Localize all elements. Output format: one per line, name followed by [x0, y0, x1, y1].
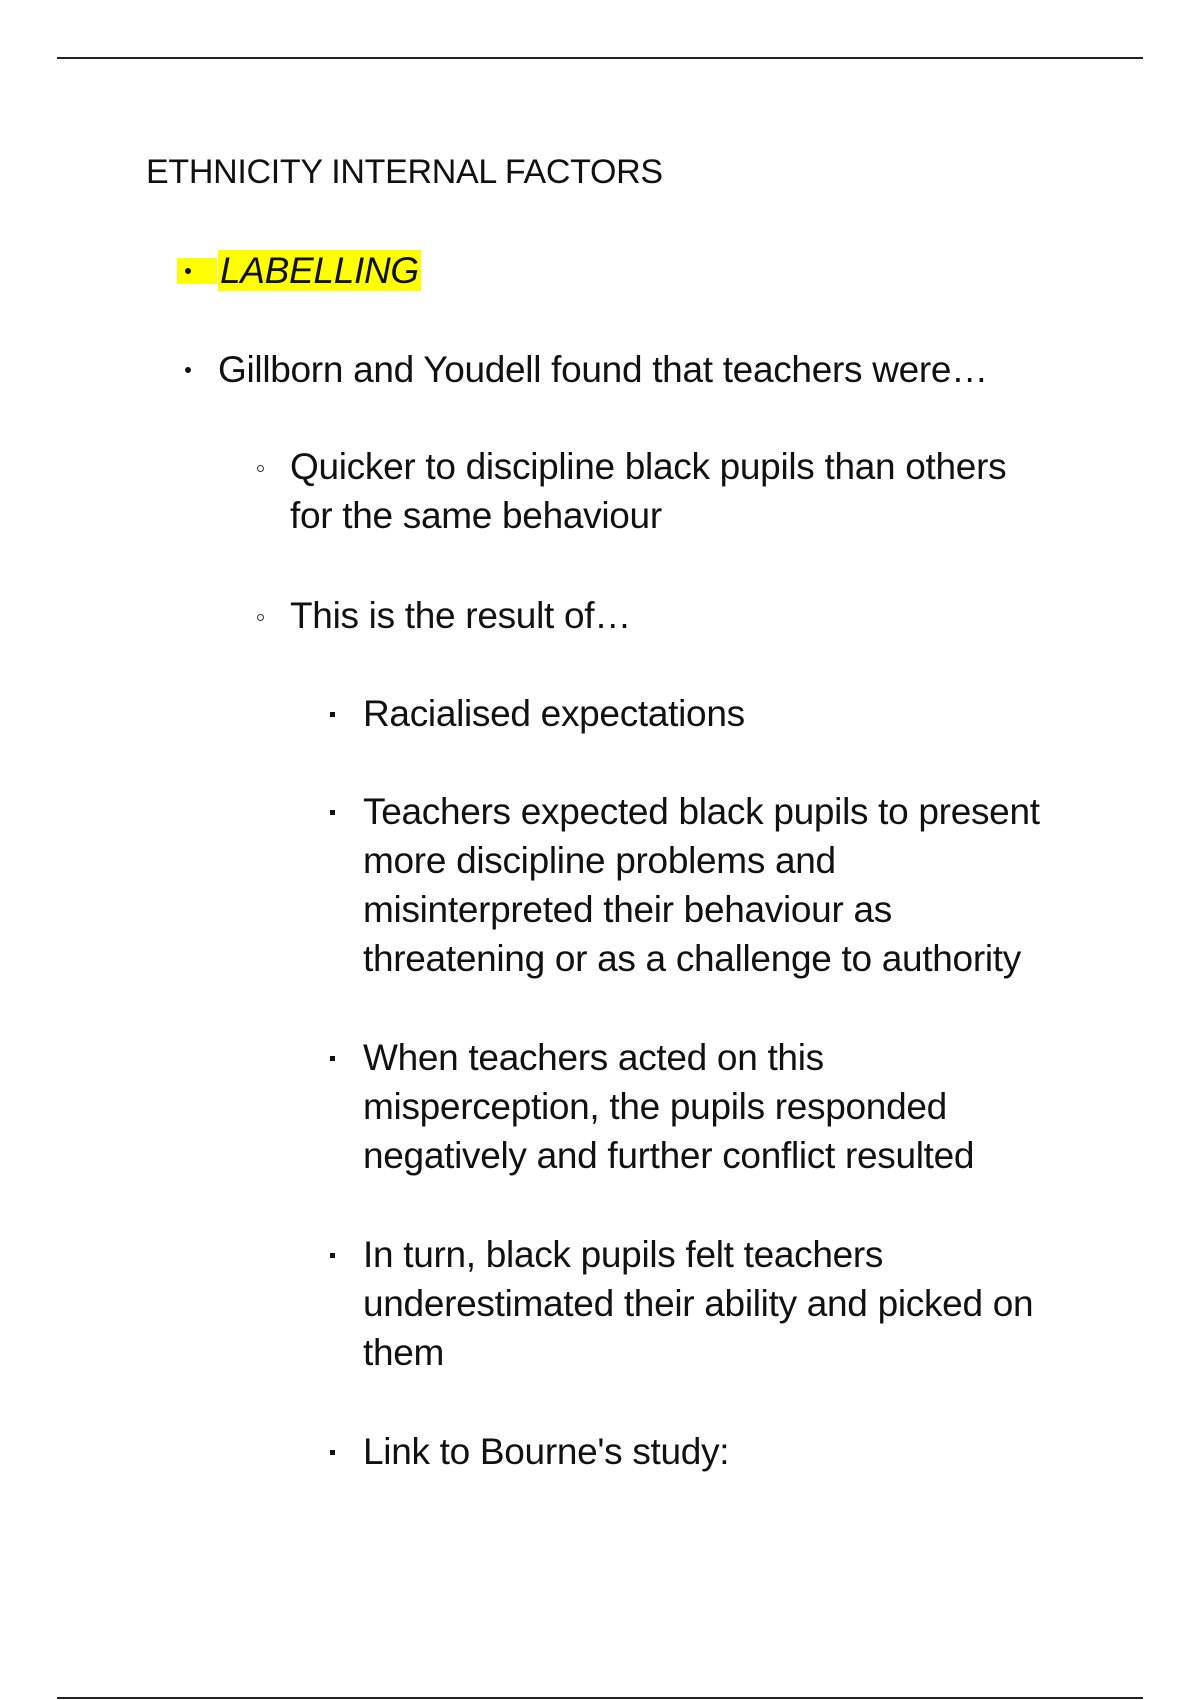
list-item-text: This is the result of… [290, 595, 631, 636]
list-item [363, 1033, 1063, 1180]
list-item [363, 1427, 1063, 1476]
highlighted-heading: LABELLING [220, 250, 419, 291]
list-item [290, 591, 1050, 640]
square-bullet-icon [330, 712, 335, 717]
list-item [363, 689, 1063, 738]
list-item-text: Racialised expectations [363, 693, 745, 734]
list-item-text: When teachers acted on this misperception, the pupils responded negatively and further conflict resulted [363, 1037, 975, 1176]
square-bullet-icon [330, 1450, 335, 1455]
square-bullet-icon [330, 810, 335, 815]
list-item-text: In turn, black pupils felt teachers underestimated their ability and picked on them [363, 1234, 1034, 1373]
header-rule [57, 57, 1143, 59]
bullet-icon [185, 367, 191, 373]
list-item-text: Quicker to discipline black pupils than others for the same behaviour [290, 446, 1007, 536]
hollow-bullet-icon [257, 465, 264, 472]
list-item-text: Gillborn and Youdell found that teachers were… [218, 349, 988, 390]
list-item [363, 787, 1063, 983]
page-title: ETHNICITY INTERNAL FACTORS [146, 153, 663, 191]
footer-rule [57, 1697, 1143, 1699]
list-item [290, 442, 1050, 540]
list-item-text: Link to Bourne's study: [363, 1431, 730, 1472]
bullet-icon [185, 268, 191, 274]
list-item-labelling [218, 246, 421, 295]
hollow-bullet-icon [257, 614, 264, 621]
highlight-background [177, 258, 217, 284]
list-item-text: Teachers expected black pupils to present more discipline problems and misinterpreted their behaviour as threatening or as a challenge to authority [363, 791, 1040, 979]
square-bullet-icon [330, 1056, 335, 1061]
square-bullet-icon [330, 1253, 335, 1258]
list-item [363, 1230, 1063, 1377]
list-item [218, 345, 988, 394]
